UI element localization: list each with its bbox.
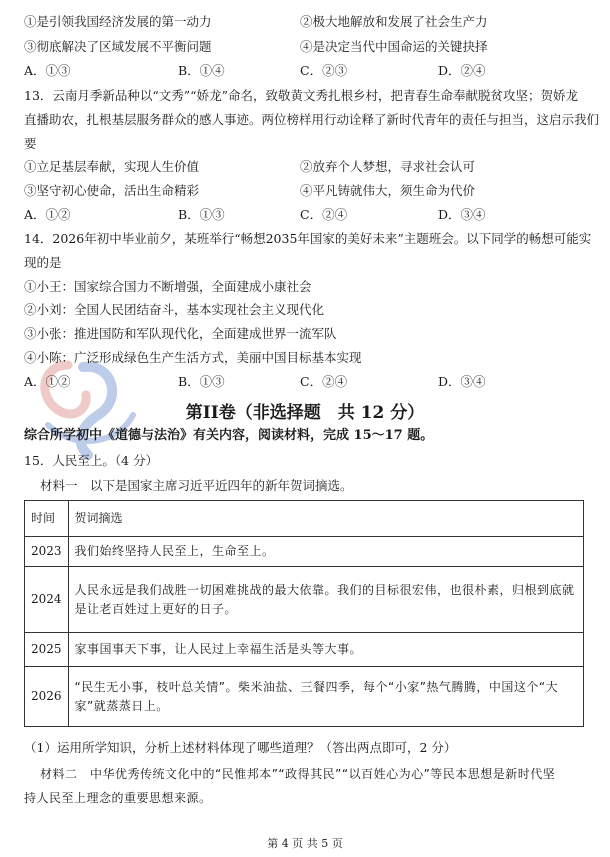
table-row — [25, 537, 584, 567]
table-row — [25, 667, 584, 727]
q15-subquestion-1: （1）运用所学知识，分析上述材料体现了哪些道理？（答出两点即可，2 分） — [24, 740, 457, 755]
table-row-year: 2025 — [25, 633, 69, 667]
table-row — [25, 567, 584, 633]
q13-stem-line-1: 13．云南月季新品种以“文秀”“娇龙”命名，致敬黄文秀扎根乡村，把青春生命奉献脱贫攻坚；贺娇龙 — [24, 88, 578, 103]
table-row-year: 2026 — [25, 667, 69, 727]
table-row-text: 我们始终坚持人民至上，生命至上。 — [68, 537, 583, 567]
table-row-text: 家事国事天下事，让人民过上幸福生活是头等大事。 — [68, 633, 583, 667]
q13-statement-4: ④平凡铸就伟大，须生命为代价 — [300, 183, 476, 198]
q13-option-d: D．③④ — [438, 207, 486, 222]
q13-statement-1: ①立足基层奉献，实现人生价值 — [24, 159, 200, 174]
table-row-text: 人民永远是我们战胜一切困难挑战的最大依靠。我们的目标很宏伟，也很朴素，归根到底就是让老百姓过上更好的日子。 — [68, 567, 583, 633]
q13-stem-line-2: 直播助农，扎根基层服务群众的感人事迹。两位榜样用行动诠释了新时代青年的责任与担当，这启示我们 — [24, 112, 600, 127]
q13-statement-3: ③坚守初心使命，活出生命精彩 — [24, 183, 200, 198]
q12-option-a: A．①③ — [24, 63, 71, 78]
q12-option-d: D．②④ — [438, 63, 486, 78]
q13-statement-2: ②放弃个人梦想，寻求社会认可 — [300, 159, 476, 174]
new-year-greetings-table — [24, 500, 584, 727]
q14-statement-1: ①小王：国家综合国力不断增强，全面建成小康社会 — [24, 279, 312, 294]
table-row-year: 2023 — [25, 537, 69, 567]
q14-statement-3: ③小张：推进国防和军队现代化，全面建成世界一流军队 — [24, 326, 337, 341]
q12-statement-2: ②极大地解放和发展了社会生产力 — [300, 14, 488, 29]
q13-option-b: B．①③ — [178, 207, 225, 222]
table-header-time: 时间 — [25, 501, 69, 537]
table-row — [25, 633, 584, 667]
q14-option-d: D．③④ — [438, 374, 486, 389]
q15-material-2-line-1: 材料二 中华优秀传统文化中的“民惟邦本”“政得其民”“以百姓心为心”等民本思想是新时代坚 — [40, 767, 556, 781]
q14-option-a: A．①② — [24, 374, 71, 389]
q13-option-a: A．①② — [24, 207, 71, 222]
section-title: 第II卷（非选择题 共 12 分） — [185, 403, 425, 423]
q14-stem-line-2: 现的是 — [24, 255, 62, 270]
q12-option-c: C．②③ — [300, 63, 348, 78]
q12-statement-1: ①是引领我国经济发展的第一动力 — [24, 14, 212, 29]
q12-statement-3: ③彻底解决了区域发展不平衡问题 — [24, 39, 212, 54]
page-footer: 第 4 页 共 5 页 — [267, 837, 343, 850]
table-header-excerpt: 贺词摘选 — [68, 501, 583, 537]
q15-material-2-line-2: 持人民至上理念的重要思想来源。 — [24, 791, 212, 805]
q14-statement-2: ②小刘：全国人民团结奋斗，基本实现社会主义现代化 — [24, 302, 325, 317]
q15-material-1: 材料一 以下是国家主席习近平近四年的新年贺词摘选。 — [40, 478, 353, 493]
q15-title: 15．人民至上。（4 分） — [24, 453, 159, 468]
q14-option-b: B．①③ — [178, 374, 225, 389]
table-row-text: “民生无小事，枝叶总关情”。柴米油盐、三餐四季，每个“小家”热气腾腾，中国这个“大家”就蒸蒸日上。 — [68, 667, 583, 727]
q13-stem-line-3: 要 — [24, 136, 37, 151]
table-header-row — [25, 501, 584, 537]
q14-stem-line-1: 14．2026年初中毕业前夕，某班举行“畅想2035年国家的美好未来”主题班会。以下同学的畅想可能实 — [24, 231, 592, 246]
q14-statement-4: ④小陈：广泛形成绿色生产生活方式，美丽中国目标基本实现 — [24, 350, 362, 365]
section-intro: 综合所学初中《道德与法治》有关内容，阅读材料，完成 15～17 题。 — [24, 428, 434, 443]
table-row-year: 2024 — [25, 567, 69, 633]
q13-option-c: C．②④ — [300, 207, 348, 222]
q12-statement-4: ④是决定当代中国命运的关键抉择 — [300, 39, 488, 54]
q14-option-c: C．②④ — [300, 374, 348, 389]
q12-option-b: B．①④ — [178, 63, 225, 78]
